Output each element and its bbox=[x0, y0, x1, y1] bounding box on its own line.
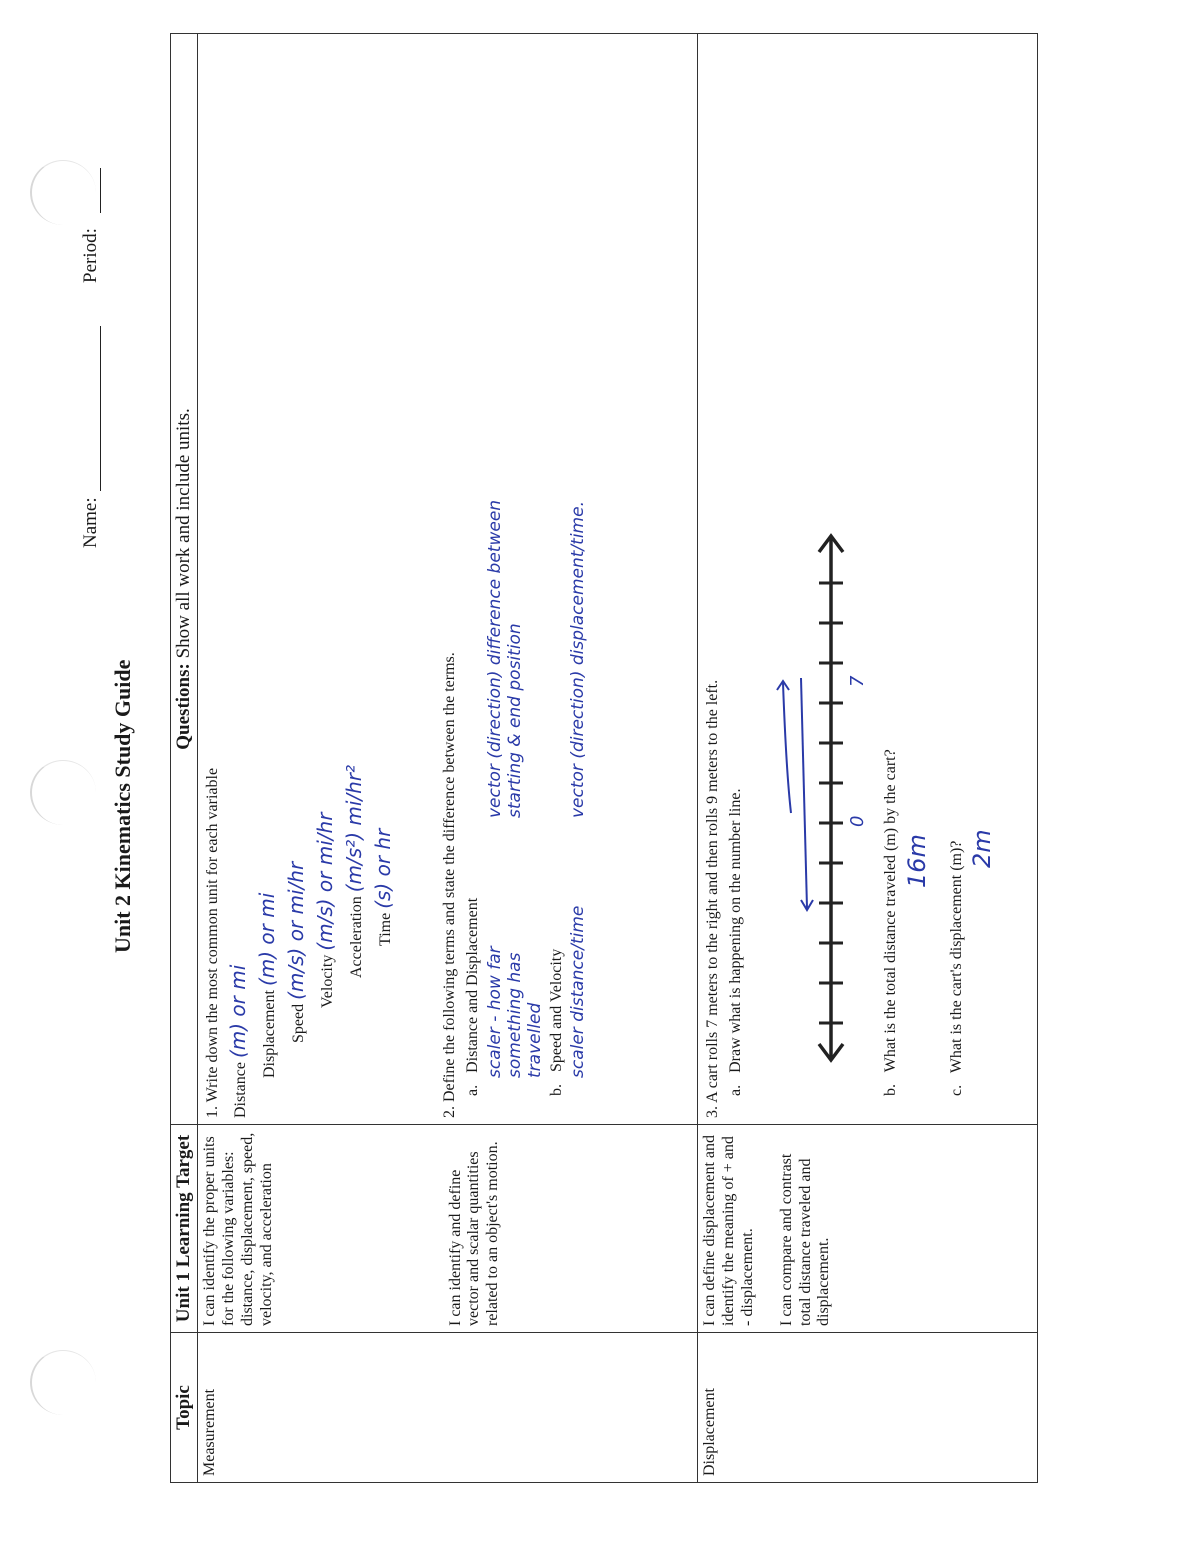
question-2b-answers[interactable] bbox=[568, 40, 588, 1118]
variable-label: Displacement bbox=[261, 990, 279, 1078]
label-zero: 0 bbox=[847, 815, 869, 827]
handwritten-answer: (m/s) or mi/hr bbox=[313, 812, 338, 951]
item-letter: b. bbox=[547, 1084, 565, 1096]
period-underline bbox=[100, 168, 101, 213]
handwritten-answer: (m/s²) mi/hr² bbox=[342, 764, 367, 893]
handwritten-answer: vector (direction) difference between starting & end position bbox=[484, 499, 525, 818]
item-letter: c. bbox=[947, 1084, 965, 1096]
question-3c-text: What is the cart's displacement (m)? bbox=[947, 840, 965, 1074]
question-3c bbox=[945, 40, 968, 1118]
questions-cell-measurement bbox=[198, 34, 698, 1125]
variable-label: Time bbox=[377, 912, 395, 946]
question-3c-answer[interactable]: 2m bbox=[967, 829, 996, 868]
questions-cell-displacement bbox=[698, 34, 1038, 1125]
unit-row-time[interactable] bbox=[369, 40, 398, 1118]
unit-row-velocity[interactable] bbox=[311, 40, 340, 1118]
handwritten-answer: scaler - how far something has travelled bbox=[484, 946, 545, 1078]
unit-row-acceleration[interactable] bbox=[340, 40, 369, 1118]
question-3a-text: Draw what is happening on the number line. bbox=[727, 788, 745, 1073]
topic-header: Topic bbox=[171, 1333, 198, 1483]
question-2a-answers[interactable] bbox=[485, 40, 545, 1118]
unit-row-displacement[interactable] bbox=[253, 40, 282, 1118]
question-3b-answer[interactable]: 16m bbox=[902, 834, 931, 888]
number-line-axis bbox=[819, 536, 843, 1060]
question-2b-text: Speed and Velocity bbox=[547, 948, 565, 1072]
questions-header-bold: Questions: bbox=[173, 663, 194, 750]
number-line[interactable] bbox=[761, 518, 871, 1078]
question-3a bbox=[724, 40, 747, 1118]
topic-cell-displacement: Displacement bbox=[698, 1333, 1038, 1483]
unit-row-distance[interactable] bbox=[224, 40, 253, 1118]
label-seven: 7 bbox=[847, 675, 869, 687]
handwritten-answer: (m) or mi bbox=[255, 892, 280, 987]
study-guide-table bbox=[170, 33, 1038, 1483]
learning-target-header: Unit 1 Learning Target bbox=[171, 1125, 198, 1333]
question-2b bbox=[545, 40, 568, 1118]
handwritten-answer: (s) or hr bbox=[371, 828, 396, 909]
questions-header bbox=[171, 34, 198, 1125]
learning-target: I can identify the proper units for the following variables: distance, displacement, speed, velocity, and acceleration bbox=[201, 1132, 275, 1326]
cart-path-left-arrow bbox=[801, 678, 813, 910]
item-letter: a. bbox=[727, 1084, 745, 1096]
item-letter: b. bbox=[882, 1084, 900, 1096]
learning-target: I can define displacement and identify the meaning of + and - displacement. bbox=[701, 1134, 756, 1326]
table-header-row bbox=[171, 34, 198, 1483]
period-label: Period: bbox=[80, 228, 101, 283]
variable-label: Velocity bbox=[319, 954, 337, 1008]
learning-target: I can identify and define vector and scalar quantities related to an object's motion. bbox=[446, 1141, 502, 1326]
questions-header-rest: Show all work and include units. bbox=[173, 408, 194, 664]
question-3b-text: What is the total distance traveled (m) by the cart? bbox=[882, 749, 900, 1073]
item-letter: a. bbox=[464, 1084, 482, 1096]
question-3b bbox=[879, 40, 902, 1118]
variable-label: Speed bbox=[290, 1003, 308, 1043]
page-title: Unit 2 Kinematics Study Guide bbox=[110, 659, 135, 953]
name-underline bbox=[100, 326, 101, 491]
learning-target-cell bbox=[698, 1125, 1038, 1333]
variable-label: Distance bbox=[232, 1062, 250, 1118]
variable-label: Acceleration bbox=[348, 896, 366, 978]
question-2a-text: Distance and Displacement bbox=[464, 897, 482, 1073]
learning-target: I can compare and contrast total distance traveled and displacement. bbox=[777, 1153, 833, 1326]
question-2-prompt: 2. Define the following terms and state the difference between the terms. bbox=[441, 652, 459, 1118]
question-1-prompt: 1. Write down the most common unit for each variable bbox=[204, 767, 221, 1118]
table-row bbox=[698, 34, 1038, 1483]
unit-row-speed[interactable] bbox=[282, 40, 311, 1118]
table-row bbox=[198, 34, 698, 1483]
question-2a bbox=[461, 40, 484, 1118]
units-list bbox=[224, 40, 398, 1118]
learning-target-cell bbox=[198, 1125, 698, 1333]
handwritten-answer: (m/s) or mi/hr bbox=[284, 861, 309, 1000]
name-field[interactable] bbox=[80, 497, 102, 548]
question-3-prompt: 3. A cart rolls 7 meters to the right and then rolls 9 meters to the left. bbox=[704, 679, 721, 1118]
period-field[interactable] bbox=[80, 228, 102, 283]
handwritten-answer: vector (direction) displacement/time. bbox=[567, 501, 588, 818]
topic-cell-measurement: Measurement bbox=[198, 1333, 698, 1483]
cart-path-right-arrow bbox=[777, 681, 791, 813]
name-label: Name: bbox=[80, 497, 101, 548]
handwritten-answer: (m) or mi bbox=[226, 964, 251, 1059]
handwritten-answer: scaler distance/time bbox=[567, 905, 588, 1078]
